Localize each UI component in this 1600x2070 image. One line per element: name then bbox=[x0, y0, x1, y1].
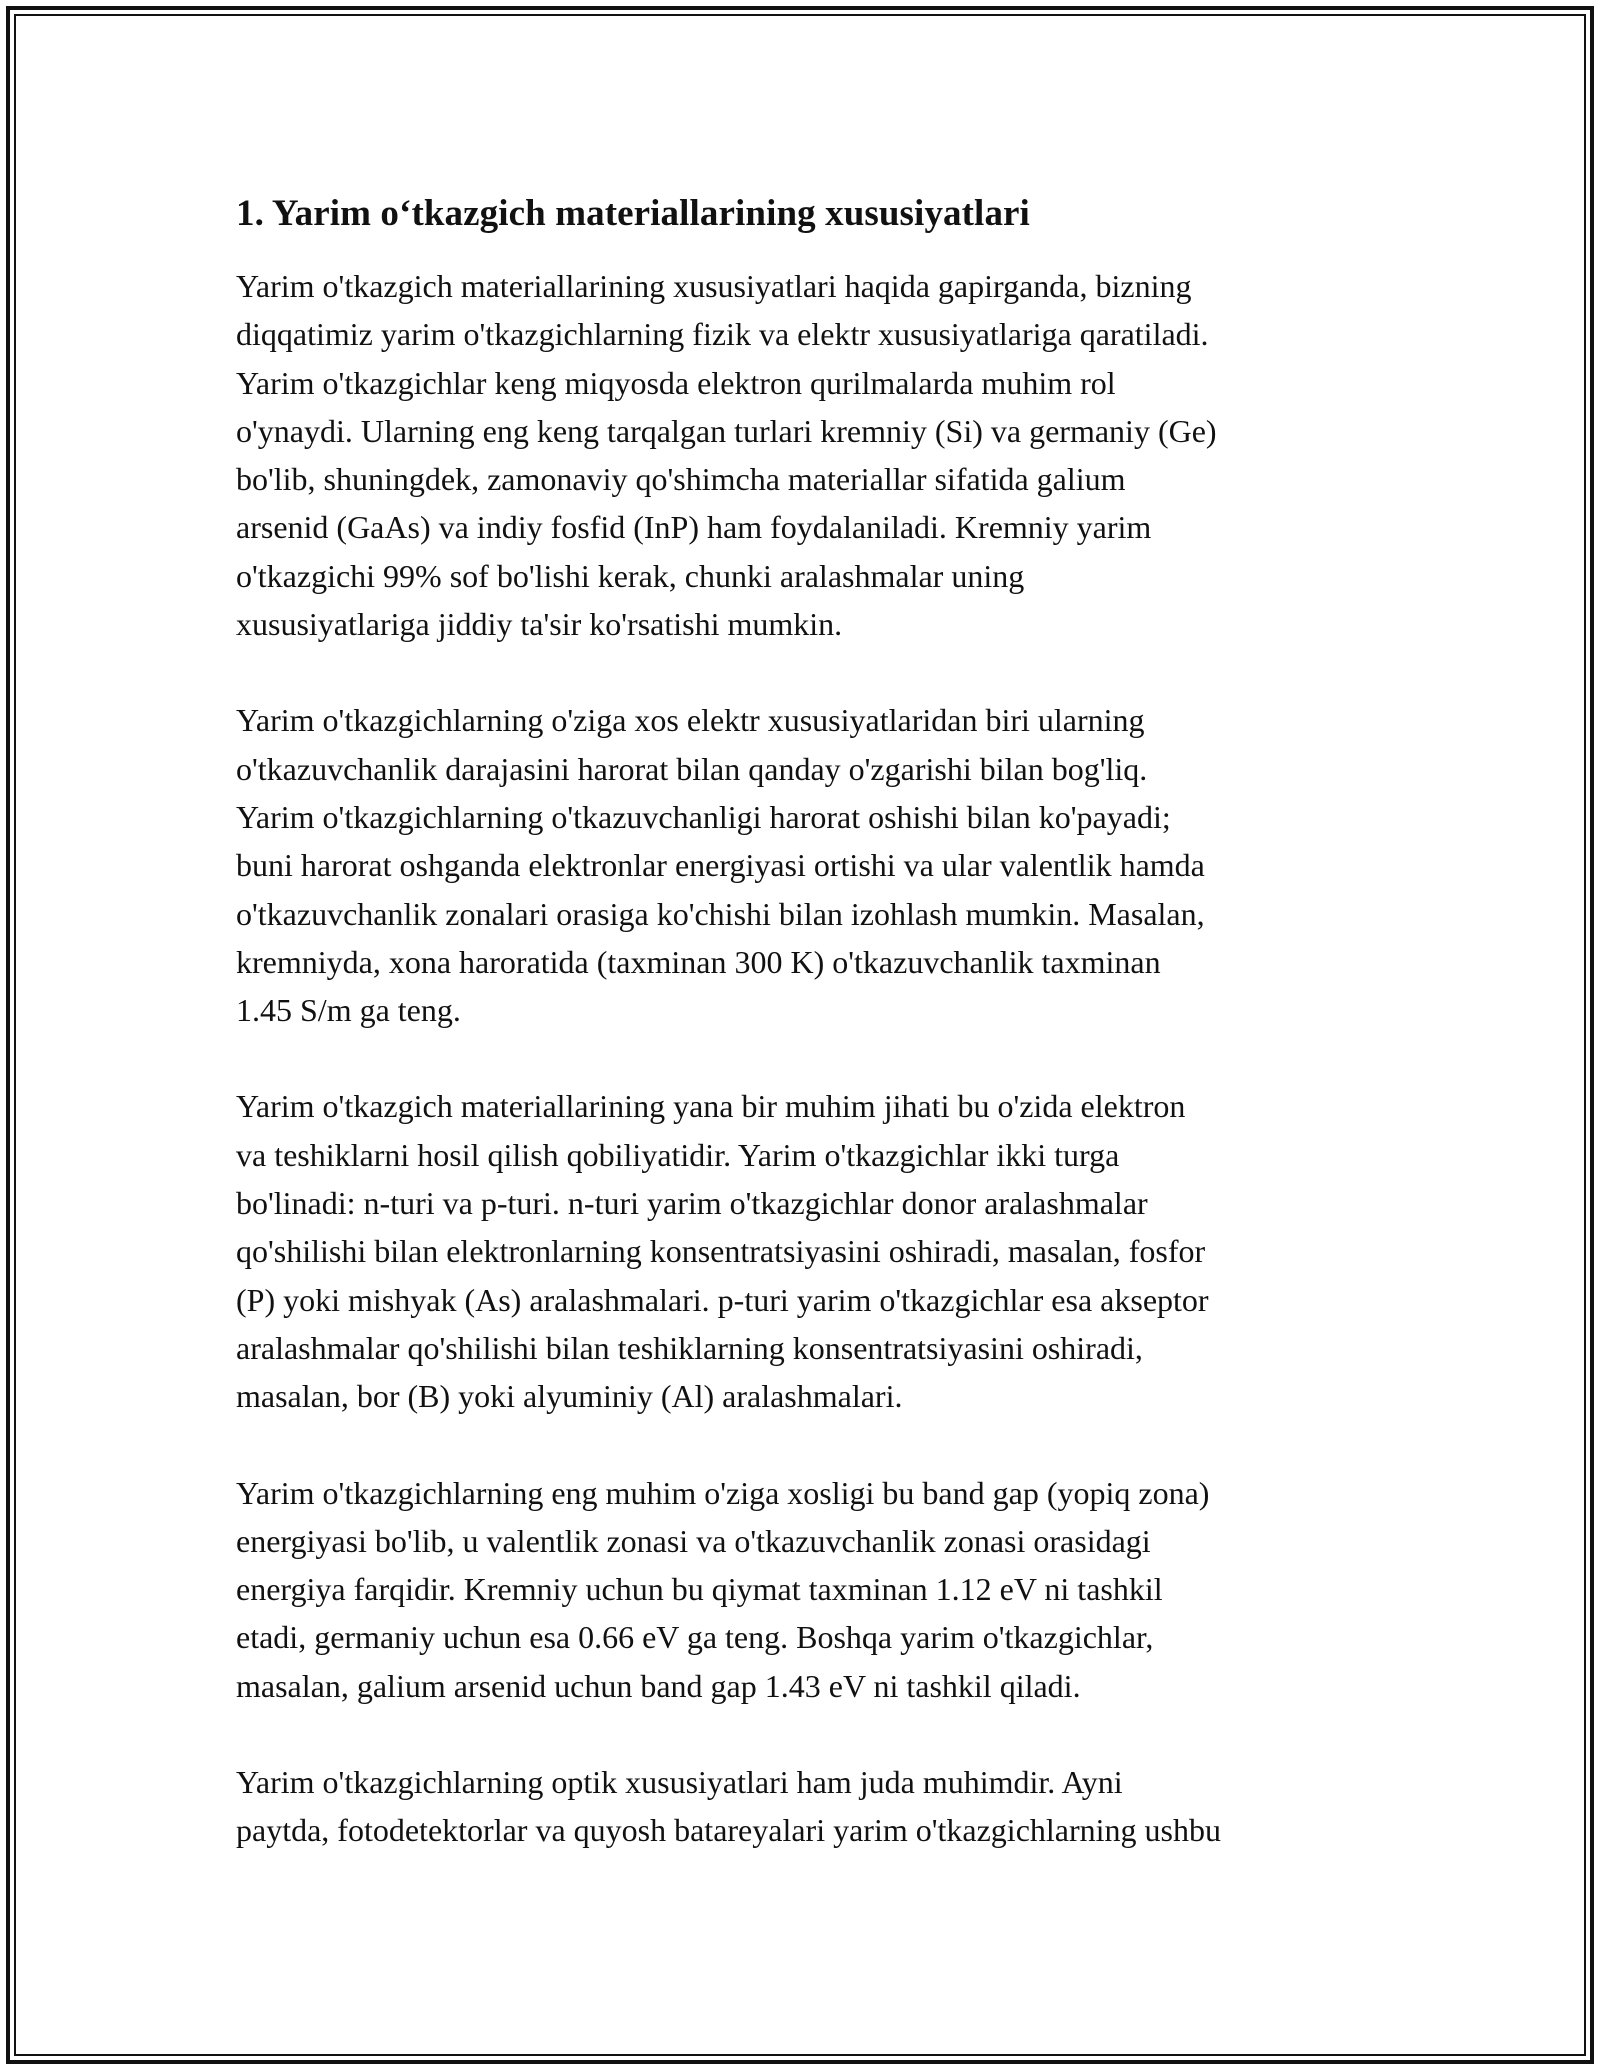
paragraph-band-gap: Yarim o'tkazgichlarning eng muhim o'ziga xosligi bu band gap (yopiq zona) energiyasi bo'lib, u valentlik zonasi va o'tkazuvchanlik zonasi orasidagi energiya farqidir. Kremniy uchun bu qiymat taxminan 1.12 eV ni tashkil etadi, germaniy uchun esa 0.66 eV ga teng. Boshqa yarim o'tkazgichlar, masalan, galium arsenid uchun band gap 1.43 eV ni tashkil qiladi. bbox=[236, 1474, 1210, 1704]
section-heading: 1. Yarim o‘tkazgich materiallarining xususiyatlari bbox=[236, 193, 1030, 234]
paragraph-materials: Yarim o'tkazgich materiallarining xususiyatlari haqida gapirganda, bizning diqqatimiz yarim o'tkazgichlarning fizik va elektr xususiyatlariga qaratiladi. Yarim o'tkazgichlar keng miqyosda elektron qurilmalarda muhim rol o'ynaydi. Ularning eng keng tarqalgan turlari kremniy (Si) va germaniy (Ge) bo'lib, shuningdek, zamonaviy qo'shimcha materiallar sifatida galium arsenid (GaAs) va indiy fosfid (InP) ham foydalaniladi. Kremniy yarim o'tkazgichi 99% sof bo'lishi kerak, chunki aralashmalar uning xususiyatlariga jiddiy ta'sir ko'rsatishi mumkin. bbox=[236, 268, 1217, 643]
document-body bbox=[236, 188, 1366, 1903]
paragraph-conductivity: Yarim o'tkazgichlarning o'ziga xos elektr xususiyatlaridan biri ularning o'tkazuvchanlik darajasini harorat bilan qanday o'zgarishi bilan bog'liq. Yarim o'tkazgichlarning o'tkazuvchanligi harorat oshishi bilan ko'payadi; buni harorat oshganda elektronlar energiyasi ortishi va ular valentlik hamda o'tkazuvchanlik zonalari orasiga ko'chishi bilan izohlash mumkin. Masalan, kremniyda, xona haroratida (taxminan 300 K) o'tkazuvchanlik taxminan 1.45 S/m ga teng. bbox=[236, 702, 1205, 1029]
paragraph-optical: Yarim o'tkazgichlarning optik xususiyatlari ham juda muhimdir. Ayni paytda, fotodetektorlar va quyosh batareyalari yarim o'tkazgichlarning ushbu bbox=[236, 1764, 1221, 1849]
paragraph-doping: Yarim o'tkazgich materiallarining yana bir muhim jihati bu o'zida elektron va teshiklarni hosil qilish qobiliyatidir. Yarim o'tkazgichlar ikki turga bo'linadi: n-turi va p-turi. n-turi yarim o'tkazgichlar donor aralashmalar qo'shilishi bilan elektronlarning konsentratsiyasini oshiradi, masalan, fosfor (P) yoki mishyak (As) aralashmalari. p-turi yarim o'tkazgichlar esa akseptor aralashmalar qo'shilishi bilan teshiklarning konsentratsiyasini oshiradi, masalan, bor (B) yoki alyuminiy (Al) aralashmalari. bbox=[236, 1088, 1209, 1415]
